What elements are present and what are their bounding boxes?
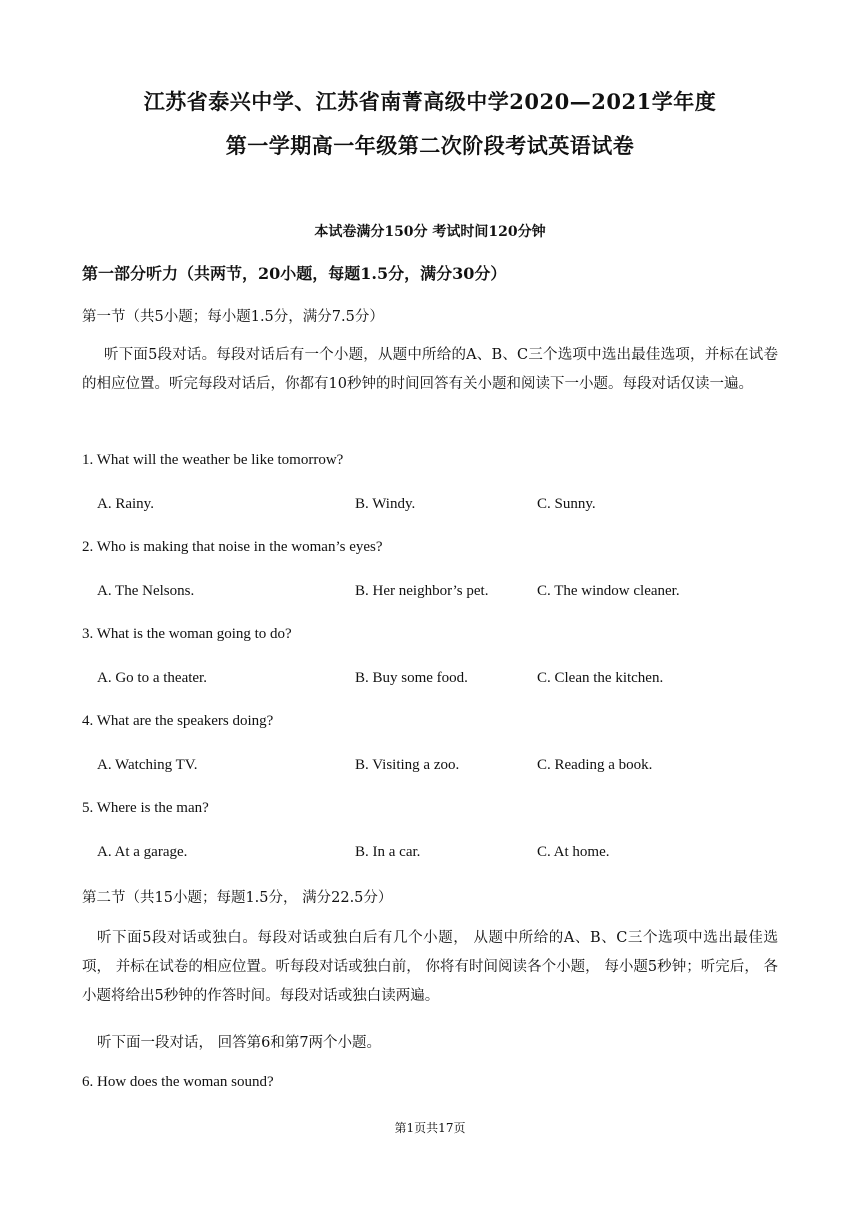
question-3-option-b: B. Buy some food. [355, 670, 468, 686]
question-3: 3. What is the woman going to do? [82, 626, 292, 642]
question-4-option-b: B. Visiting a zoo. [355, 757, 460, 773]
question-2: 2. Who is making that noise in the woman’s eyes? [82, 539, 383, 555]
question-5-option-a: A. At a garage. [97, 844, 188, 860]
question-4-option-a: A. Watching TV. [97, 757, 198, 773]
question-5: 5. Where is the man? [82, 800, 209, 816]
question-2-option-b: B. Her neighbor’s pet. [355, 583, 489, 599]
question-5-option-c: C. At home. [537, 844, 610, 860]
question-1-option-c: C. Sunny. [537, 496, 596, 512]
question-3-option-a: A. Go to a theater. [97, 670, 207, 686]
section2-intro: 听下面一段对话， 回答第6和第7两个小题。 [97, 1035, 382, 1051]
question-1: 1. What will the weather be like tomorrow? [82, 452, 344, 468]
section1-instructions: 听下面5段对话。每段对话后有一个小题，从题中所给的A、B、C三个选项中选出最佳选项，并标在试卷的相应位置。听完每段对话后，你都有10秒钟的时间回答有关小题和阅读下一小题。每段对话仅读一遍。 [82, 347, 778, 392]
question-4-option-c: C. Reading a book. [537, 757, 653, 773]
exam-meta: 本试卷满分150分 考试时间120分钟 [314, 224, 546, 240]
page-footer: 第1页共17页 [394, 1121, 466, 1135]
question-2-option-a: A. The Nelsons. [97, 583, 195, 599]
part1-title: 第一部分听力（共两节，20小题，每题1.5分，满分30分） [82, 264, 507, 283]
question-4: 4. What are the speakers doing? [82, 713, 274, 729]
question-6: 6. How does the woman sound? [82, 1074, 274, 1090]
question-1-option-b: B. Windy. [355, 496, 416, 512]
exam-title-line2: 第一学期高一年级第二次阶段考试英语试卷 [225, 133, 635, 158]
question-5-option-b: B. In a car. [355, 844, 421, 860]
section1-heading: 第一节（共5小题；每小题1.5分，满分7.5分） [82, 309, 384, 325]
question-2-option-c: C. The window cleaner. [537, 583, 680, 599]
section2-heading: 第二节（共15小题；每题1.5分， 满分22.5分） [82, 890, 393, 906]
exam-title-line1: 江苏省泰兴中学、江苏省南菁高级中学2020—2021学年度 [143, 89, 717, 114]
question-1-option-a: A. Rainy. [97, 496, 154, 512]
question-3-option-c: C. Clean the kitchen. [537, 670, 664, 686]
section2-instructions: 听下面5段对话或独白。每段对话或独白后有几个小题， 从题中所给的A、B、C三个选项中选出最佳选项， 并标在试卷的相应位置。听每段对话或独白前， 你将有时间阅读各个小题， 每小题5秒钟；听完后， 各小题将给出5秒钟的作答时间。每段对话或独白读两遍。 [82, 930, 778, 1004]
